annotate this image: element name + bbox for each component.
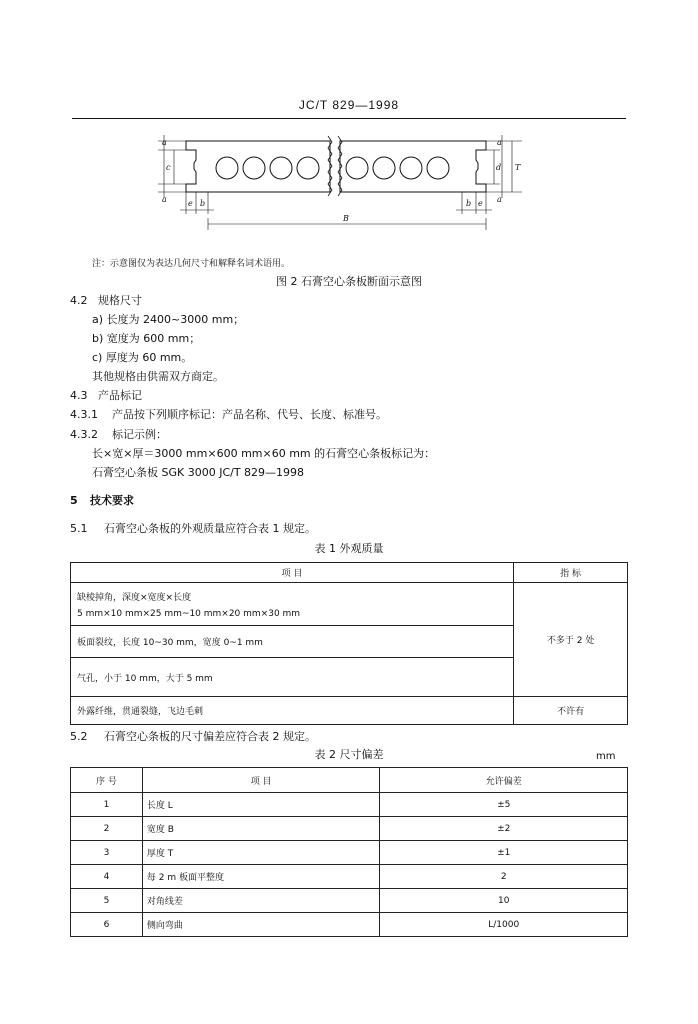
core-hole	[400, 157, 422, 179]
figure-note: 注：示意图仅为表达几何尺寸和解释名词术语用。	[92, 259, 291, 269]
section-4-2-heading: 规格尺寸	[98, 294, 142, 307]
table-row	[71, 913, 628, 937]
core-hole	[373, 157, 395, 179]
table-row	[71, 841, 628, 865]
table2-cell-tolerance: ±1	[380, 841, 628, 865]
core-hole	[427, 157, 449, 179]
table2-cell-no: 2	[71, 817, 143, 841]
label-a-bottom: a	[162, 195, 167, 204]
spec-other: 其他规格由供需双方商定。	[92, 370, 224, 383]
table2-title: 表 2 尺寸偏差	[314, 748, 384, 761]
section-4-3-1-text: 产品按下列顺序标记：产品名称、代号、长度、标准号。	[112, 408, 387, 421]
table2-cell-tolerance: ±5	[380, 793, 628, 817]
label-b-left: b	[200, 199, 206, 208]
table2-cell-tolerance: 2	[380, 865, 628, 889]
table1-header-value: 指 标	[514, 563, 628, 583]
section-5-heading: 技术要求	[90, 494, 134, 507]
table2-header-no: 序 号	[71, 768, 143, 793]
table2-dimension-tolerance	[70, 767, 628, 937]
standard-header: JC/T 829—1998	[298, 98, 400, 112]
marking-example-line2: 石膏空心条板 SGK 3000 JC/T 829—1998	[92, 466, 305, 479]
label-T: T	[515, 163, 521, 172]
label-a-top: a	[162, 138, 167, 147]
table2-cell-tolerance: ±2	[380, 817, 628, 841]
section-5-2-number: 5.2	[70, 730, 88, 743]
label-d: d	[496, 163, 502, 172]
table2-header-tolerance: 允许偏差	[380, 768, 628, 793]
table1-value-last: 不许有	[514, 697, 628, 725]
table1-value-merged: 不多于 2 处	[514, 583, 628, 697]
spec-width: b) 宽度为 600 mm；	[92, 332, 201, 345]
section-5-number: 5	[70, 494, 78, 507]
label-B: B	[343, 214, 349, 223]
table1-row-item: 外露纤维，贯通裂缝，飞边毛刺	[71, 697, 514, 725]
table1-title: 表 1 外观质量	[314, 542, 384, 555]
table2-cell-no: 4	[71, 865, 143, 889]
section-4-3-1-number: 4.3.1	[70, 408, 98, 421]
section-5-1-text: 石膏空心条板的外观质量应符合表 1 规定。	[104, 522, 316, 535]
section-4-3-2-number: 4.3.2	[70, 428, 98, 441]
core-hole	[297, 157, 319, 179]
table2-header-item: 项 目	[142, 768, 380, 793]
table2-cell-item: 侧向弯曲	[142, 913, 380, 937]
label-b-right: b	[466, 199, 472, 208]
label-a-right-bottom: a	[497, 195, 502, 204]
table2-cell-item: 厚度 T	[142, 841, 380, 865]
core-hole	[243, 157, 265, 179]
table-row	[71, 889, 628, 913]
table2-cell-tolerance: L/1000	[380, 913, 628, 937]
table-row	[71, 817, 628, 841]
figure-caption: 图 2 石膏空心条板断面示意图	[276, 275, 422, 288]
table2-cell-no: 3	[71, 841, 143, 865]
section-4-2-number: 4.2	[70, 294, 88, 307]
section-4-3-2-text: 标记示例：	[112, 428, 167, 441]
label-c: c	[166, 163, 171, 172]
table2-cell-item: 每 2 m 板面平整度	[142, 865, 380, 889]
table2-unit: mm	[596, 751, 616, 762]
table1-row-item: 板面裂纹，长度 10~30 mm，宽度 0~1 mm	[71, 626, 514, 658]
table-row	[71, 793, 628, 817]
marking-example-line1: 长×宽×厚＝3000 mm×600 mm×60 mm 的石膏空心条板标记为：	[92, 447, 436, 460]
label-a-right-top: a	[497, 138, 502, 147]
right-panel-outline	[340, 141, 486, 192]
section-5-1-number: 5.1	[70, 522, 88, 535]
table1-appearance-quality	[70, 562, 628, 725]
spec-thickness: c) 厚度为 60 mm。	[92, 351, 193, 364]
table2-cell-tolerance: 10	[380, 889, 628, 913]
header-rule	[72, 118, 626, 119]
table2-cell-item: 宽度 B	[142, 817, 380, 841]
table2-cell-no: 5	[71, 889, 143, 913]
table1-header-item: 项 目	[71, 563, 514, 583]
cross-section-figure	[150, 132, 535, 237]
core-hole	[216, 157, 238, 179]
table1-row-item: 缺棱掉角，深度×宽度×长度 5 mm×10 mm×25 mm~10 mm×20 mm×30 mm	[71, 583, 514, 626]
spec-length: a) 长度为 2400~3000 mm；	[92, 313, 245, 326]
label-e-left: e	[188, 199, 193, 208]
table1-row-item: 气孔，小于 10 mm，大于 5 mm	[71, 658, 514, 697]
section-4-3-number: 4.3	[70, 389, 88, 402]
left-panel-outline	[186, 141, 330, 192]
section-4-3-heading: 产品标记	[98, 389, 142, 402]
core-hole	[270, 157, 292, 179]
table2-cell-item: 长度 L	[142, 793, 380, 817]
table2-cell-no: 6	[71, 913, 143, 937]
table-row	[71, 865, 628, 889]
table2-cell-item: 对角线差	[142, 889, 380, 913]
section-5-2-text: 石膏空心条板的尺寸偏差应符合表 2 规定。	[104, 730, 316, 743]
table2-cell-no: 1	[71, 793, 143, 817]
label-e-right: e	[478, 199, 483, 208]
core-hole	[346, 157, 368, 179]
